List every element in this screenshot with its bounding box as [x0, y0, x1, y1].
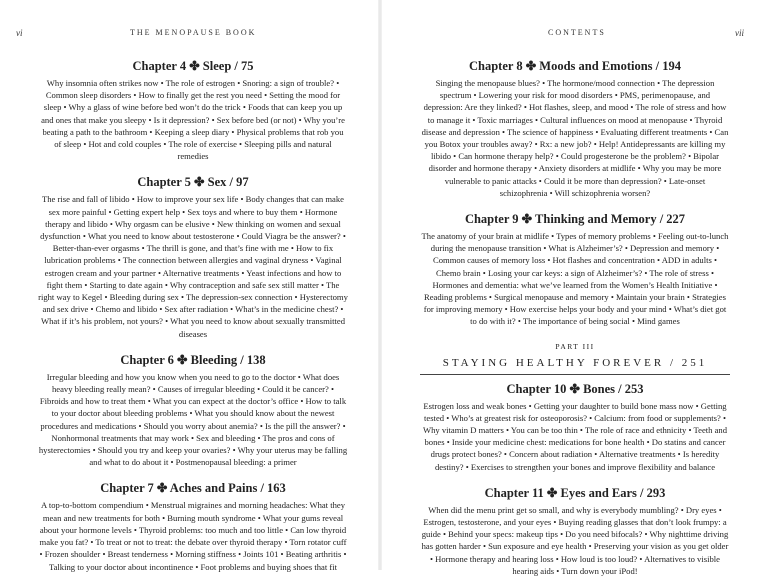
chapter-title: Chapter 5 ✤ Sex / 97	[137, 175, 249, 190]
chapter-description: Estrogen loss and weak bones • Getting your daughter to build bone mass now • Getting tested • Who’s at greatest risk for osteoporosis? • Calcium: from food or supplements? • Why vitamin D matters • You can be too thin • The role of race and ethnicity • Teeth and bones • Inside your medicine chest: medications for bone health • Do statins and cancer drugs protect bones? • Concern about radiation • Alternative treatments • Is heredity destiny? • Exercises to strengthen your bones and improve flexibility and balance	[422, 400, 728, 472]
part-label: PART III	[555, 341, 595, 351]
page-number: vi	[16, 28, 23, 38]
part-title: STAYING HEALTHY FOREVER / 251	[420, 357, 730, 375]
chapter-title: Chapter 4 ✤ Sleep / 75	[132, 59, 254, 73]
chapter-description: The rise and fall of libido • How to improve your sex life • Body changes that can make sex more painful • Getting expert help • Sex toys and where to buy them • Hormone therapy and libido • Why orgasm can be elusive • New thinking on women and sexual dysfunction • What you need to know about testosterone • Could Viagra be the answer? • Better-than-ever orgasms • The thrill is gone, and that’s fine with me • How to fix lubrication problems • The connection between allergies and vaginal dryness • Vaginal estrogen cream and your partner • Alternative treatments • Yeast infections and how to fight them • Starting to date again • Why contraception and safe sex still matter • The right way to Kegel • Bleeding during sex • The depression-sex connection • Hysterectomy and sex drive • Chemo and libido • Sex after radiation • What’s in the medicine chest? • What if it’s his problem, not yours? • What you need to know about sexually transmitted diseases	[38, 194, 348, 339]
chapter-title: Chapter 6 ✤ Bleeding / 138	[120, 352, 266, 367]
chapter-title: Chapter 8 ✤ Moods and Emotions / 194	[468, 59, 681, 73]
toc-column	[420, 58, 730, 577]
chapter-description: The anatomy of your brain at midlife • Types of memory problems • Feeling out-to-lunch during the menopause transition • What is Alzheimer’s? • Depression and memory • Common causes of memory loss • Hot flashes and concentration • ADD in adults • Chemo brain • Losing your car keys: a sign of Alzheimer’s? • The role of stress • Hormones and dementia: what we’ve learned from the Women’s Health Initiative • Reading problems • Surgical menopause and memory • Maintain your brain • Strategies for improving memory • How exercise helps your body and your mind • What’s diet got to do with it? • The importance of being social • Mind games	[421, 231, 729, 327]
chapter-description: A top-to-bottom compendium • Menstrual migraines and morning headaches: What they mean and new treatments for both • Burning mouth syndrome • What your gums reveal about your hormone levels • Thyroid problems: too much and too little • Can low thyroid make you fat? • To treat or not to treat: the debate over thyroid therapy • Torn rotator cuff • Frozen shoulder • Breast tenderness • Morning stiffness • Joints 101 • Beating arthritis • Talking to your doctor about incontinence • Foot problems and buying shoes that fit	[39, 500, 347, 572]
running-head: CONTENTS	[548, 28, 606, 37]
page-number: vii	[735, 28, 744, 38]
chapter-title: Chapter 11 ✤ Eyes and Ears / 293	[484, 485, 666, 500]
toc-column	[38, 58, 348, 573]
chapter-title: Chapter 7 ✤ Aches and Pains / 163	[100, 481, 286, 496]
chapter-description: Why insomnia often strikes now • The role of estrogen • Snoring: a sign of trouble? • Common sleep disorders • How to finally get the rest you need • Setting the mood for sleep • Why a glass of wine before bed won’t do the trick • Foods that can keep you up and ones that make you sleepy • Is it depression? • Sex before bed (or not) • Why you’re beating a path to the bathroom • Keeping a sleep diary • Physical problems that rob you of sleep • Hot and cold couples • The role of exercise • Sleeping pills and natural remedies	[41, 78, 345, 162]
chapter-description: Singing the menopause blues? • The hormone/mood connection • The depression spectrum • Lowering your risk for mood disorders • PMS, perimenopause, and depression: Are they linked? • Hot flashes, sleep, and mood • The role of stress and how to manage it • Toxic marriages • Cultural influences on mood at menopause • Thyroid disease and depression • The science of happiness • Evaluating different treatments • Can you Botox your troubles away? • Rx: a new job? • Help! Antidepressants are killing my libido • Can hormone therapy help? • Could progesterone be the problem? • Bipolar disorder and hormone therapy • Anxiety disorders at midlife • Why you may be more vulnerable to panic attacks • Could it be more than depression? • Late-onset schizophrenia • Will schizophrenia worsen?	[421, 78, 729, 198]
chapter-title: Chapter 10 ✤ Bones / 253	[506, 381, 644, 396]
left-page	[0, 0, 380, 570]
chapter-description: Irregular bleeding and how you know when you need to go to the doctor • What does heavy bleeding really mean? • Causes of irregular bleeding • Could it be cancer? • Fibroids and how to treat them • What you can expect at the doctor’s office • How to talk to your doctor about bleeding problems • What you should know about the newest procedures and medications • Should you worry about anemia? • Is the pill the answer? • Nonhormonal treatments that may work • Sex and bleeding • The pros and cons of hysterectomies • Should you try and keep your ovaries? • Why your uterus may be falling and what to do about it • Postmenopausal bleeding: a primer	[38, 371, 348, 468]
running-head: THE MENOPAUSE BOOK	[130, 28, 257, 37]
chapter-description: When did the menu print get so small, and why is everybody mumbling? • Dry eyes • Estrogen, testosterone, and your eyes • Buying reading glasses that don’t look frumpy: a guide • Behind your specs: makeup tips • Do you need bifocals? • Why nighttime driving has gotten harder • Sun exposure and eye health • Preserving your vision as you get older • Hormone therapy and hearing loss • How loud is too loud? • Alternatives to visible hearing aids • Turn down your iPod!	[421, 504, 729, 576]
chapter-title: Chapter 9 ✤ Thinking and Memory / 227	[464, 212, 686, 227]
right-page	[380, 0, 760, 576]
